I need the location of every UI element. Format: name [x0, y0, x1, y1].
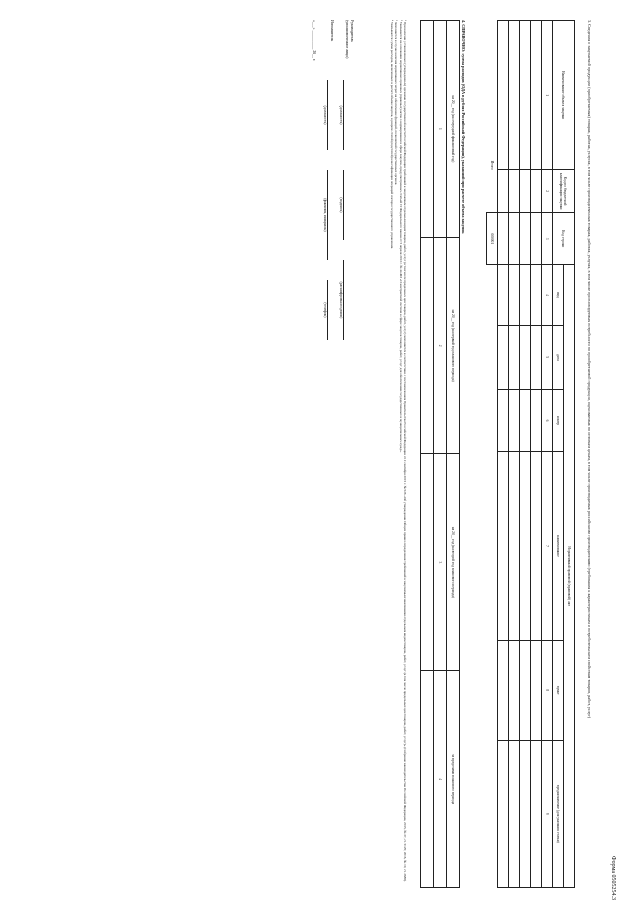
total-code: 000001	[487, 212, 498, 264]
th-code-bk: Код по бюджетной классификации закупки	[553, 170, 575, 213]
rotated-form	[20, 20, 620, 900]
table-row-numbers	[434, 21, 447, 888]
th-clause: пункт	[553, 640, 564, 740]
signature-line	[343, 170, 344, 240]
table-row	[520, 21, 531, 888]
th4-beyond: за пределами планового периода	[447, 671, 460, 888]
caption-name: (фамилия, инициалы)	[323, 198, 327, 232]
col-num: 1	[434, 21, 447, 238]
value-cell	[421, 21, 434, 238]
head-sublabel: (уполномоченное лицо)	[345, 20, 349, 59]
th-date: дата	[553, 325, 564, 389]
col-num: 8	[542, 640, 553, 740]
signature-line	[327, 80, 328, 150]
form-code: Форма 0505254.3	[610, 855, 616, 900]
th-legal-act: Нормативный правовой (правовой) акт	[564, 265, 575, 888]
signature-line	[327, 170, 328, 260]
col-num: 1	[542, 21, 553, 170]
section3-title-text: 3. Сведения о закупаемой продукции (приобретаемых) товарах, работах, услугах, в том числе производственных товарах, работах, услугах, в том числе прогнозируемых потребности по приобретаемой продукции, оцениваемых по оптовым ценам, в том числе производимых российскими производителями (требования к характеристикам и потребительским свойствам товаров, работ, услуг)	[587, 20, 592, 719]
col-num: 2	[542, 170, 553, 213]
th4-year3: на 20__ год (на второй год планового периода)	[447, 454, 460, 671]
col-num: 4	[434, 671, 447, 888]
table-row-numbers	[542, 21, 553, 888]
caption-decoding: (расшифровка подписи)	[339, 281, 343, 319]
value-cell	[421, 671, 434, 888]
value-cell	[421, 454, 434, 671]
th-purpose: предназначение (для указания статьи)	[553, 740, 564, 887]
footnotes	[389, 20, 407, 888]
th4-year2: на 20__ год (на первый год планового периода)	[447, 237, 460, 454]
table-row	[531, 21, 542, 888]
table-row-total	[487, 21, 498, 888]
signature-line	[327, 280, 328, 340]
table-section3	[486, 20, 575, 888]
signature-line	[343, 260, 344, 340]
th-kind: вид	[553, 265, 564, 325]
total-label: Итого	[489, 160, 494, 170]
table-row	[509, 21, 520, 888]
value-cell	[421, 237, 434, 454]
table-row	[421, 21, 434, 888]
table-row	[498, 21, 509, 888]
th-name: наименование	[553, 452, 564, 641]
col-num: 2	[434, 237, 447, 454]
signature-line	[343, 80, 344, 150]
col-num: 4	[542, 265, 553, 325]
section3-title	[586, 20, 592, 890]
caption-position: (должность)	[323, 105, 327, 125]
th4-year1: на 20__ год (на очередной финансовый год)	[447, 21, 460, 238]
footnote: ⁴ Указывается сумма расходов, включенных в расчет объема закупок, в разрезе статей (подстатей) классификации операций сектора государственного управления.	[389, 20, 394, 249]
col-num: 9	[542, 740, 553, 887]
footnote: ¹ При наличии установленных (утвержденных) органами государственной власти Российской Федерации требований к закупаемым отдельным видам товаров, работ, услуг (в том числе предельных цен товаров, работ, услуг) заполняется в соответствии с постановлением Правительства Российской Федерации от 2 сентября 2015 г. № 926 «Об утверждении Общих правил определения требований к закупаемым заказчиками отдельным видам товаров, работ, услуг (в том числе предельных цен товаров, работ, услуг)» (Собрание законодательства Российской Федерации, 2015, № 37, ст. 5129; 2016, № 19, ст. 2688).	[403, 20, 407, 882]
section4-title: 4. СПРАВОЧНО: сумма расходов (ОДА в рублях Российской Федерации), указанной при расчете объема закупок	[461, 20, 466, 234]
caption-signature: (подпись)	[339, 197, 343, 213]
caption-phone: (телефон)	[323, 302, 327, 318]
footnote: ³ Заполняется в случае наличия нормативных затрат на обеспечение функций, полномочий государственных органов.	[394, 20, 399, 186]
footnote: ² Указывается на основании нормативных правовых (правовых) актов о нормировании в сфере закупок, предусмотренных статьей 19 Федерального закона от 5 апреля 2013 г. № 44-ФЗ «О контрактной системе в сфере закупок товаров, работ, услуг для обеспечения государственных и муниципальных нужд».	[398, 20, 403, 453]
th-object: Наименование объекта закупки	[553, 21, 575, 170]
col-num: 3	[542, 212, 553, 264]
caption-position: (должность)	[339, 105, 343, 125]
col-num: 6	[542, 389, 553, 451]
th-number: номер	[553, 389, 564, 451]
col-num: 5	[542, 325, 553, 389]
col-num: 3	[434, 454, 447, 671]
table-section4	[420, 20, 460, 888]
head-label: Руководитель	[350, 20, 354, 43]
signature-date: «___» __________ 20__ г.	[312, 20, 316, 61]
col-num: 7	[542, 452, 553, 641]
th-row-code: Код строки	[553, 212, 575, 264]
executor-label: Исполнитель	[330, 20, 334, 42]
